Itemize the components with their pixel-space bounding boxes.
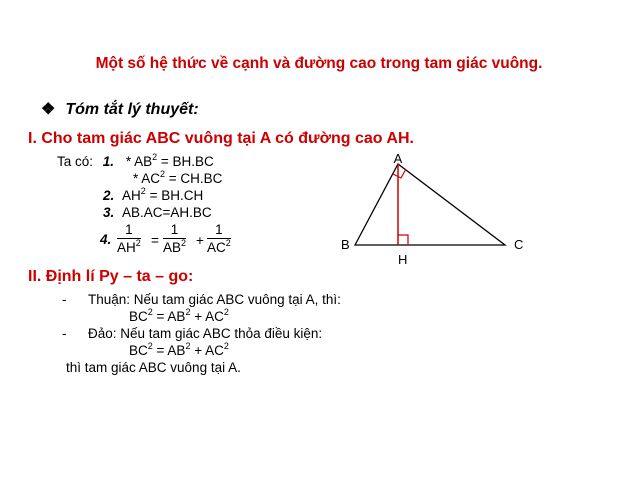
diamond-bullet-icon: ❖ [41,101,56,118]
section2-heading: II. Định lí Py – ta – go: [28,268,194,285]
label-a: A [393,151,403,166]
formula-pythagoras-2: $BC^2 = AB^2 + AC^2$ [129,341,229,358]
formula-2: 2. $AH^2 = BH.CH$ [103,186,204,203]
fraction-1-over-ac2: $\frac{1}{AC^2}$ [207,222,231,255]
fraction-1-over-ab2: $\frac{1}{AB^2}$ [163,222,187,255]
formula-1-line-1 [57,154,214,169]
conclusion-text: thì tam giác ABC vuông tại A. [66,360,241,375]
page-title: Một số hệ thức về cạnh và đường cao trong tam giác vuông. [95,55,543,72]
section1-heading: I. Cho tam giác ABC vuông tại A có đường cao AH. [28,130,414,147]
triangle-abc [355,164,505,245]
right-angle-mark-h [398,235,408,245]
label-c: C [514,237,524,252]
item-thuan: - Thuận: Nếu tam giác ABC vuông tại A, thì: [62,292,341,307]
formula-4-number: 4. [100,232,112,247]
formula-1a: * $AB^2 = BH.BC$ [125,152,214,169]
lead-text: Ta có: [57,154,94,169]
equals-sign: = [151,233,159,248]
formula-3: 3. AB.AC=AH.BC [103,205,212,220]
formula-1-number: 1. [102,154,115,169]
fraction-1-over-ah2: $\frac{1}{AH^2}$ [117,222,141,255]
summary-heading [41,99,199,119]
right-triangle-figure [330,148,530,273]
label-h: H [398,252,408,267]
label-b: B [341,237,350,252]
item-dao: - Đảo: Nếu tam giác ABC thỏa điều kiện: [62,326,323,341]
summary-label: Tóm tắt lý thuyết: [65,101,199,118]
plus-sign: + [196,233,204,248]
formula-1-line-2: * $AC^2 = CH.BC$ [133,169,223,186]
formula-pythagoras-1: $BC^2 = AB^2 + AC^2$ [129,307,229,324]
